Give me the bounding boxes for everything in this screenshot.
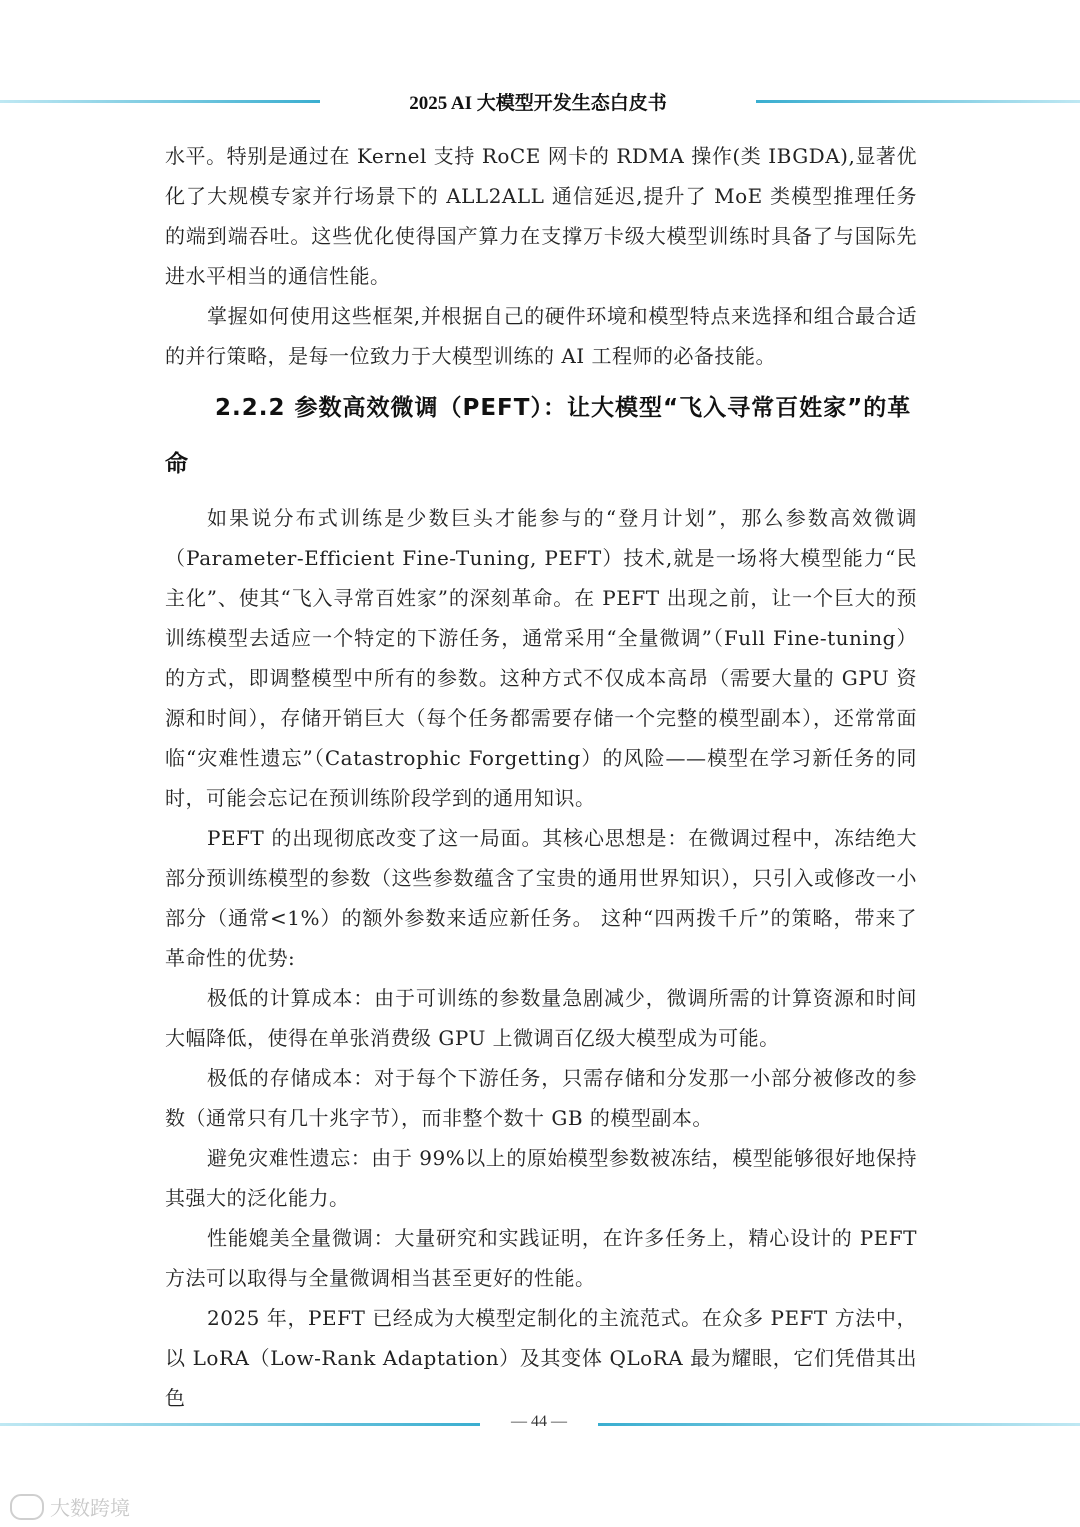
watermark-text: 大数跨境 [50,1496,130,1520]
paragraph-performance: 性能媲美全量微调：大量研究和实践证明，在许多任务上，精心设计的 PEFT 方法可以取得与全量微调相当甚至更好的性能。 [165,1226,917,1290]
paragraph-compute-cost: 极低的计算成本：由于可训练的参数量急剧减少，微调所需的计算资源和时间大幅降低，使得在单张消费级 GPU 上微调百亿级大模型成为可能。 [165,986,917,1050]
paragraph-peft-core-idea: PEFT 的出现彻底改变了这一局面。其核心思想是：在微调过程中，冻结绝大部分预训练模型的参数（这些参数蕴含了宝贵的通用世界知识），只引入或修改一小部分（通常<1%）的额外参数来适应新任务。 这种“四两拨千斤”的策略，带来了革命性的优势: [165,826,917,970]
page-header-title: 2025 AI 大模型开发生态白皮书 [409,93,667,114]
paragraph-peft-intro: 如果说分布式训练是少数巨头才能参与的“登月计划”，那么参数高效微调（Parameter-Efficient Fine-Tuning, PEFT）技术,就是一场将大模型能力“民主化”、使其“飞入寻常百姓家”的深刻革命。在 PEFT 出现之前，让一个巨大的预训练模型去适应一个特定的下游任务，通常采用“全量微调”（Full Fine-tuning）的方式，即调整模型中所有的参数。这种方式不仅成本高昂（需要大量的 GPU 资源和时间），存储开销巨大（每个任务都需要存储一个完整的模型副本），还常常面临“灾难性遗忘”（Catastrophic Forgetting）的风险——模型在学习新任务的同时，可能会忘记在预训练阶段学到的通用知识。 [165,506,917,810]
paragraph-avoid-forgetting: 避免灾难性遗忘：由于 99%以上的原始模型参数被冻结，模型能够很好地保持其强大的泛化能力。 [165,1146,917,1210]
page-content [165,136,917,1418]
watermark [10,1492,130,1521]
paragraph-framework-skill: 掌握如何使用这些框架,并根据自己的硬件环境和模型特点来选择和组合最合适的并行策略，是每一位致力于大模型训练的 AI 工程师的必备技能。 [165,304,917,368]
watermark-logo-icon [10,1494,44,1520]
header-rule-right [756,100,1080,103]
paragraph-storage-cost: 极低的存储成本：对于每个下游任务，只需存储和分发那一小部分被修改的参数（通常只有几十兆字节），而非整个数十 GB 的模型副本。 [165,1066,917,1130]
paragraph-lora: 2025 年，PEFT 已经成为大模型定制化的主流范式。在众多 PEFT 方法中，以 LoRA（Low-Rank Adaptation）及其变体 QLoRA 最为耀眼，它们凭借其出色 [165,1306,917,1410]
section-heading: 2.2.2 参数高效微调（PEFT）：让大模型“飞入寻常百姓家”的革命 [165,395,912,477]
footer-rule-right [598,1423,1080,1426]
footer-rule-left [0,1423,480,1426]
page-number: — 44 — [511,1413,567,1430]
header-rule-left [0,100,320,103]
paragraph-continuation: 水平。特别是通过在 Kernel 支持 RoCE 网卡的 RDMA 操作(类 IBGDA),显著优化了大规模专家并行场景下的 ALL2ALL 通信延迟,提升了 MoE 类模型推理任务的端到端吞吐。这些优化使得国产算力在支撑万卡级大模型训练时具备了与国际先进水平相当的通信性能。 [165,144,917,288]
